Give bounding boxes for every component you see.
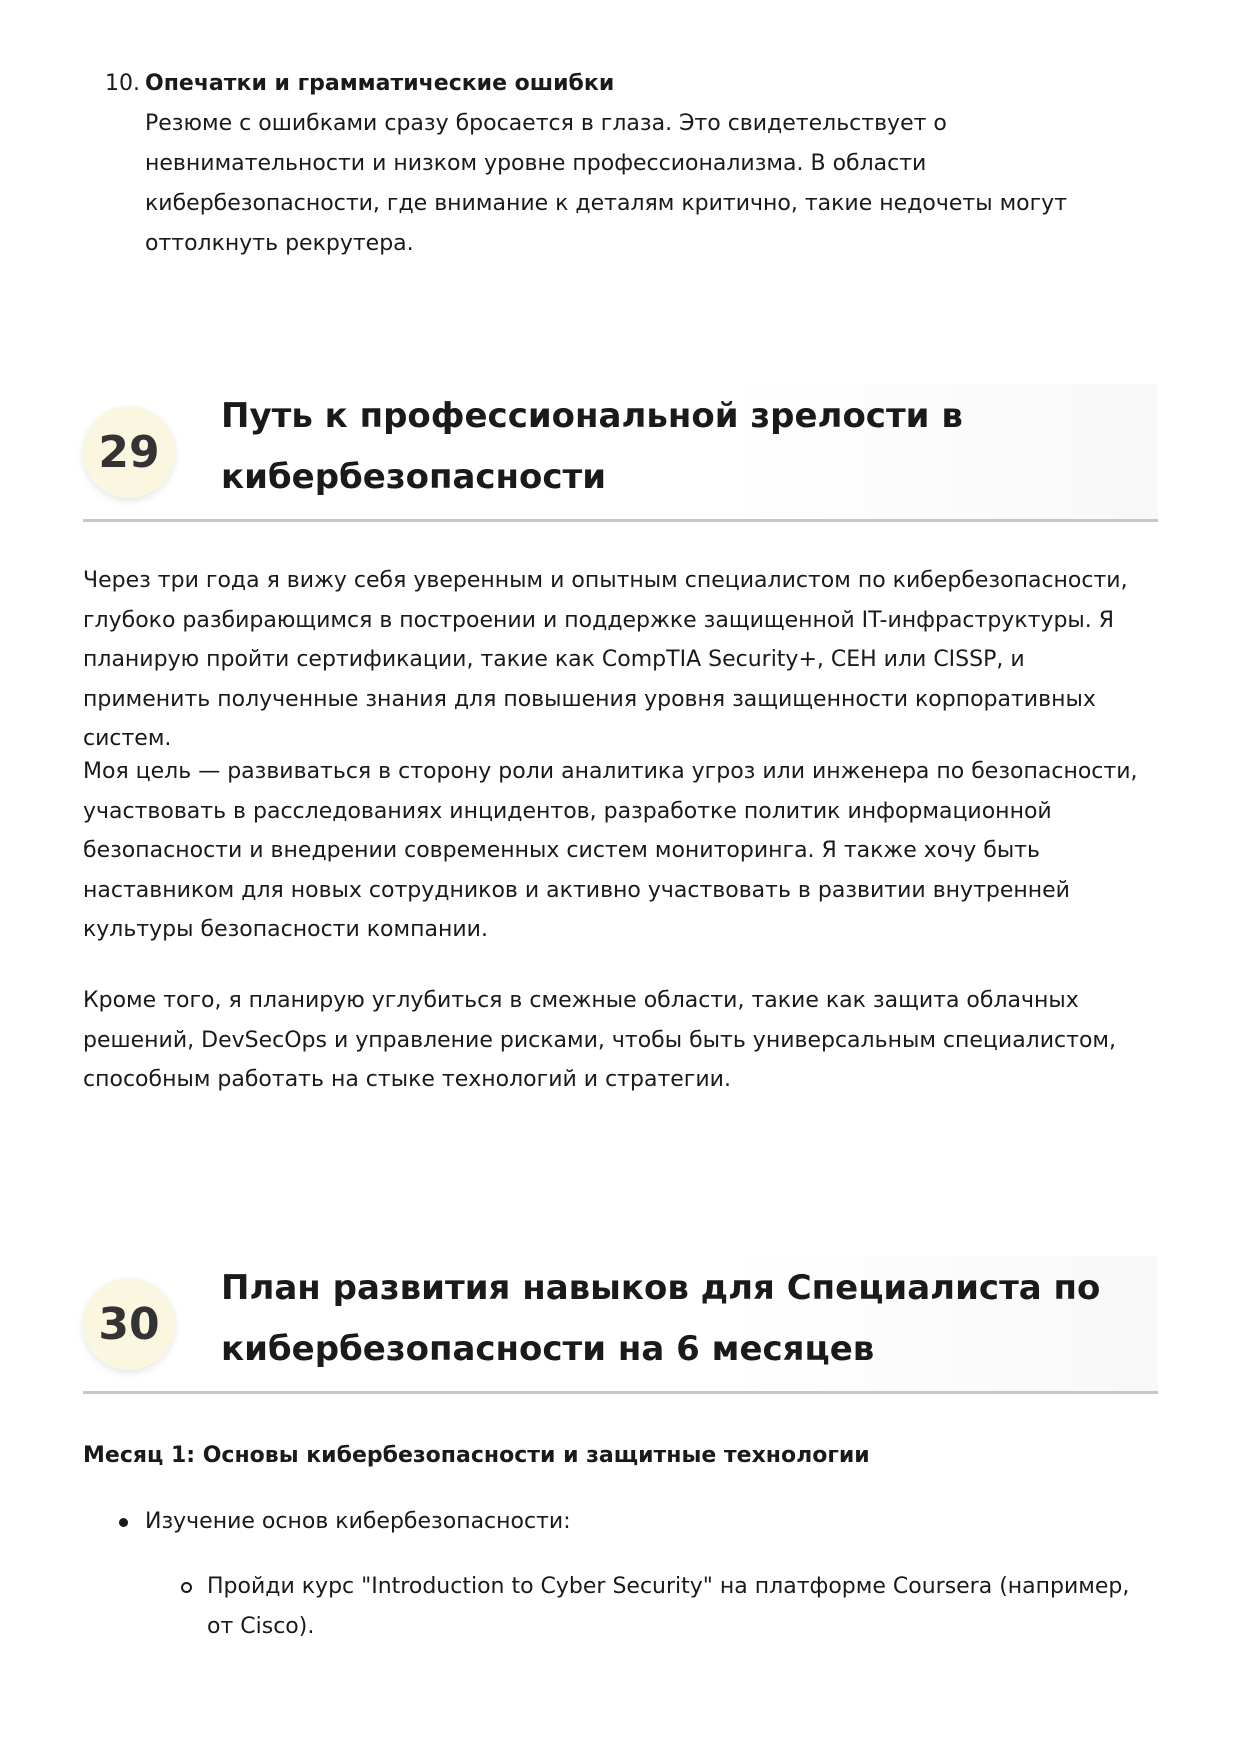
bullet-circle-icon xyxy=(181,1582,192,1593)
bullet-text: Изучение основ кибербезопасности: xyxy=(145,1509,571,1534)
list-item-title: Опечатки и грамматические ошибки xyxy=(145,71,615,96)
bullet-item xyxy=(145,1502,1155,1542)
month-heading: Месяц 1: Основы кибербезопасности и защитные технологии xyxy=(83,1443,870,1468)
paragraph: Кроме того, я планирую углубиться в смежные области, такие как защита облачных решений, DevSecOps и управление рисками, чтобы быть универсальным специалистом, способным работать на стыке технологий и стратегии. xyxy=(83,988,1117,1092)
sub-bullet-text: Пройди курс "Introduction to Cyber Security" на платформе Coursera (например, от Cisco). xyxy=(207,1574,1130,1639)
list-item-text: Резюме с ошибками сразу бросается в глаза. Это свидетельствует о невнимательности и низком уровне профессионализма. В области кибербезопасности, где внимание к деталям критично, такие недочеты могут оттолкнуть рекрутера. xyxy=(145,111,1068,256)
section-header-30 xyxy=(83,1256,1158,1394)
list-item-body xyxy=(145,64,1155,264)
paragraph: Через три года я вижу себя уверенным и опытным специалистом по кибербезопасности, глубоко разбирающимся в построении и поддержке защищенной IT-инфраструктуры. Я планирую пройти сертификации, такие как CompTIA Security+, CEH или CISSP, и применить полученные знания для повышения уровня защищенности корпоративных систем. xyxy=(83,568,1128,751)
section-header-29 xyxy=(83,384,1158,522)
section-title: План развития навыков для Специалиста по кибербезопасности на 6 месяцев xyxy=(221,1268,1101,1369)
sub-bullet-item xyxy=(207,1567,1157,1647)
section-number-badge: 30 xyxy=(83,1278,175,1370)
section-number-badge: 29 xyxy=(83,406,175,498)
paragraph: Моя цель — развиваться в сторону роли аналитика угроз или инженера по безопасности, участвовать в расследованиях инцидентов, разработке политик информационной безопасности и внедрении современных систем мониторинга. Я также хочу быть наставником для новых сотрудников и активно участвовать в развитии внутренней культуры безопасности компании. xyxy=(83,759,1138,942)
bullet-dot-icon xyxy=(119,1518,128,1527)
list-item-number: 10. xyxy=(105,71,140,96)
section-title: Путь к профессиональной зрелости в кибербезопасности xyxy=(221,396,963,497)
